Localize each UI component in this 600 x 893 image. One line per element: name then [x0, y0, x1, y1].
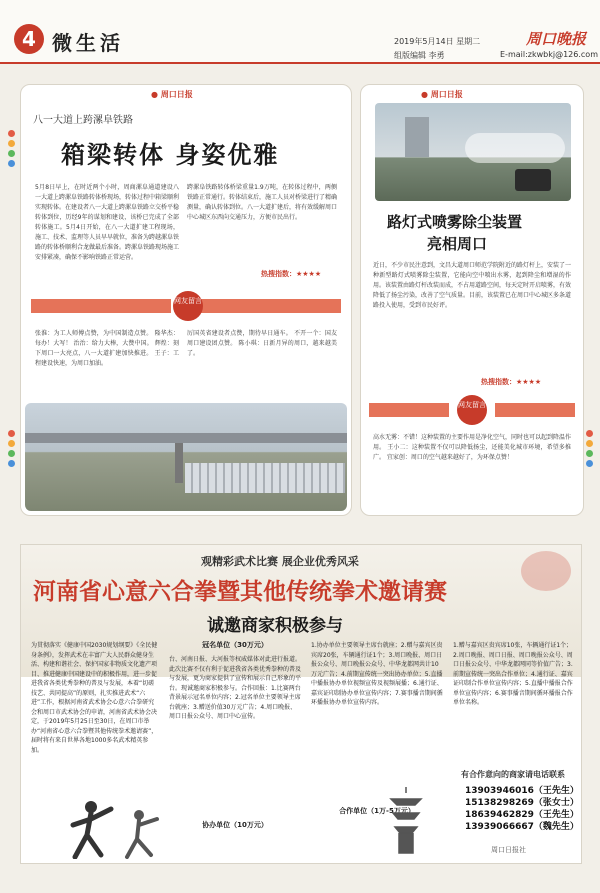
mist: [465, 133, 565, 163]
decor-blob: [521, 551, 571, 591]
ad-col2-title: 冠名单位（30万元）: [202, 641, 268, 649]
left-story-panel: [20, 84, 352, 516]
contact-phone: 13939066667（魏先生）: [465, 822, 579, 832]
ad-invite: 诚邀商家积极参与: [207, 616, 343, 636]
contact-phone: 13903946016（王先生）: [465, 786, 579, 796]
decor-ribbon: [201, 299, 341, 313]
story-body-col1: 5月8日早上，在时近两个小时，周商漯阜通道建设八一大道上跨漯阜铁路转体桥现场，转体过程中箱梁顺利实现转体。在建设者八一大道上跨漯阜铁路立交桥平稳转体到位，历经9年的谋划和建设，该桥已完成了全部转体施工。5月4日开始，在八一大道扩建工程现场，施工、技术、监理等人员早早就位，准备为跨越漯阜铁路的转体桥顺利合龙做最后准备。跨漯阜铁路现场施工安排紧凑，确保不影响铁路正常运营。: [35, 184, 179, 261]
weibo-icon: ●: [151, 90, 158, 99]
event-ad: [20, 544, 582, 864]
decor-ribbon: [495, 403, 575, 417]
story-tag: ● 周口日报: [151, 90, 193, 99]
page-number: 4: [14, 24, 44, 54]
ad-col2: 台、河南日报、大河报等权威媒体对此进行报道。此次比赛不仅有利于促进我省各类优秀拳种的普及与发展，更为商家提供了宣传和展示自己形象的平台。现诚邀商家积极参与。合作回报：1.比赛两台背景展示冠名单位内容；2.冠名单位主要领导主席台就座；3.赠送价值30万元广告；4.周口晚报、周口日报公众号、周口中心宣传。: [169, 656, 301, 720]
martial-artist-silhouette: [61, 795, 161, 859]
story-title: 箱梁转体 身姿优雅: [61, 140, 280, 169]
ad-footer: 周口日报社: [491, 846, 526, 854]
ad-col2b-title: 协办单位（10万元）: [202, 821, 268, 829]
spray-photo: [375, 103, 571, 201]
contact-list: [465, 785, 579, 833]
bridge-deck: [25, 433, 347, 443]
ad-col3b-title: 合作单位（1万-5万元）: [339, 807, 415, 815]
decor-ribbon: [31, 299, 171, 313]
ad-intro: 为贯彻落实《健康中国2030规划纲要》《全民健身条例》，发挥武术在丰富广大人民群众健身生活、构建和谐社会、保护国家非物质文化遗产项目、推进健康中国建设中的积极作用，进一步促进我省各类优秀拳种的普及与发展，本着“切磋技艺、共同提高”的原则，扎实推进武术“六进”工作，根据河南省武术协会心意六合拳研究会和周口市武术协会的申请，河南省武术协会决定，于2019年5月25日至30日，在周口市举办“河南省心意六合拳暨其他传统拳术邀请赛”，届时将有来自世界各地1000多名武术精英参加。: [31, 642, 158, 754]
story-body-col2: 跨漯阜铁路转体桥梁重量1.9万吨，在转体过程中，两侧铁路正常通行。转体结束后，施工人员对桥梁进行了精确测量，确认转体到位。八一大道扩建后，将有效缓解周口中心城区东西向交通压力，方便市民出行。: [187, 184, 337, 221]
decor-dots: [586, 430, 593, 470]
date-line: 2019年5月14日 星期二: [394, 37, 481, 46]
rating: 热搜指数：★★★★: [261, 270, 322, 278]
contact-phone: 18639462829（王先生）: [465, 810, 579, 820]
building: [405, 117, 429, 157]
ad-subtitle: 观精彩武术比赛 展企业优秀风采: [201, 555, 359, 568]
bridge-photo: [25, 403, 347, 511]
contact-title: 有合作意向的商家请电话联系: [461, 770, 565, 779]
story-subtitle: 八一大道上跨漯阜铁路: [33, 115, 133, 126]
comment-badge: 网友留言: [457, 395, 487, 425]
story-title-line2: 亮相周口: [427, 235, 488, 253]
ad-main-title: 河南省心意六合拳暨其他传统拳术邀请赛: [33, 578, 447, 605]
editor-line: 组版编辑 李勇: [394, 51, 445, 60]
comments: 高水无雾：不错！这种装置的主要作用是净化空气，同时也可以起到降温作用。 王小二：这种装置不仅可以降低扬尘，还能美化城市环境，希望多推广。 宜家创：周口的空气越来越好了，为环保点赞！: [373, 434, 571, 461]
pagoda-icon: [381, 785, 431, 855]
weibo-icon: ●: [421, 90, 428, 99]
ad-col4: 1.赠与嘉宾区贵宾席10张，车辆通行证1个；2.周口晚报、周口日报、周口晚报公众号、周口日报公众号、中华龙都网同等价值广告；3.前期宣传统一突出合作单位；4.通行证、嘉宾证印制合作单位宣传内容；5.直播中播报合作单位宣传内容；6.赛事播音期间循环播报合作单位名称。: [453, 642, 573, 706]
rating: 热搜指数：★★★★: [481, 378, 542, 386]
car: [515, 169, 551, 191]
decor-dots: [8, 430, 15, 470]
comments-col2: 厉国英省建设者点赞，期待早日通车。 不开一个：国友周口建设团点赞。 陈小琪：日新月异的周口，越来越美了。: [187, 330, 337, 357]
fence: [185, 463, 345, 493]
right-story-panel: [360, 84, 584, 516]
email-line: E-mail:zkwbkj@126.com: [500, 50, 598, 59]
story-tag: ● 周口日报: [421, 90, 463, 99]
section-title: 微生活: [52, 31, 124, 55]
story-body: 近日，不少市民注意到，文昌大道周口师范学院附近的路灯杆上，安装了一种新型路灯式喷雾除尘装置，它能向空中喷出水雾，起到降尘和增湿的作用。该装置由路灯杆改装而成，不占用道路空间，每天定时开启喷雾，有效降低了扬尘污染，改善了空气质量。目前，该装置已在周口中心城区多条道路投入使用，受到市民好评。: [373, 262, 571, 309]
decor-dots: [8, 130, 15, 170]
comment-badge: 网友留言: [173, 291, 203, 321]
bridge-pier: [175, 443, 183, 483]
decor-ribbon: [369, 403, 449, 417]
ad-col3: 1.协办单位主要领导主席台就座；2.赠与嘉宾区贵宾席20张，车辆通行证1个；3.周口晚报、周口日报公众号、周口晚报公众号、中华龙都网共计10万元广告；4.前期宣传统一突出协办单位；5.直播中播报协办单位视频宣传及视频展播；6.通行证、嘉宾证印制协办单位宣传内容；7.赛事播音期间循环播报协办单位宣传内容。: [311, 642, 443, 706]
comments-col1: 张淮：为工人师傅点赞，为中国制造点赞。 隆华杰：每办！大写！ 治治：给力大棒，大赞中国。 辉煌：刻下周口一大亮点，八一大道扩建加快推进。 王子：工程建设快速，为周口加油。: [35, 330, 179, 367]
brand-logo: 周口晚报: [526, 30, 587, 48]
story-title-line1: 路灯式喷雾除尘装置: [387, 213, 523, 231]
contact-phone: 15138298269（张女士）: [465, 798, 579, 808]
page-header: [0, 0, 600, 64]
